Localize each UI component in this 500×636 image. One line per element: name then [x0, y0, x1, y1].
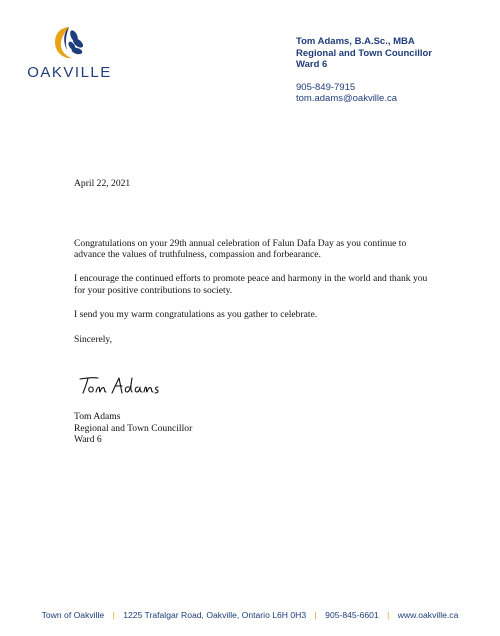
footer-org: Town of Oakville — [41, 610, 105, 620]
letter-closing: Sincerely, — [74, 334, 113, 346]
councillor-email[interactable]: tom.adams@oakville.ca — [296, 93, 397, 104]
letter-footer — [0, 610, 500, 620]
footer-separator: | — [387, 610, 390, 620]
councillor-title: Regional and Town Councillor — [296, 47, 432, 59]
letter-body — [74, 178, 434, 346]
signer-name: Tom Adams — [74, 411, 121, 422]
letter-paragraph-3: I send you my warm congratulations as you gather to celebrate. — [74, 308, 318, 320]
signer-block — [74, 411, 192, 446]
footer-phone: 905-845-6601 — [325, 610, 379, 620]
footer-separator: | — [314, 610, 317, 620]
oakville-emblem-icon — [50, 24, 88, 62]
signer-ward: Ward 6 — [74, 434, 102, 446]
letter-date: April 22, 2021 — [74, 178, 131, 189]
councillor-letterhead — [296, 36, 432, 105]
footer-website[interactable]: www.oakville.ca — [397, 610, 459, 620]
logo-wordmark: OAKVILLE — [27, 64, 112, 81]
handwritten-signature — [78, 374, 160, 398]
councillor-ward: Ward 6 — [296, 59, 328, 70]
councillor-name: Tom Adams, B.A.Sc., MBA — [296, 36, 415, 47]
footer-separator: | — [112, 610, 115, 620]
footer-address: 1225 Trafalgar Road, Oakville, Ontario L6H 0H3 — [123, 610, 307, 620]
councillor-phone: 905-849-7915 — [296, 81, 356, 93]
oakville-logo — [22, 24, 117, 84]
letter-paragraph-1: Congratulations on your 29th annual celebration of Falun Dafa Day as you continue to advance the values of truthfulness, compassion and forbearance. — [74, 237, 407, 261]
signer-title: Regional and Town Councillor — [74, 422, 193, 434]
letter-paragraph-2: I encourage the continued efforts to promote peace and harmony in the world and thank you for your positive contributions to society. — [74, 273, 428, 296]
